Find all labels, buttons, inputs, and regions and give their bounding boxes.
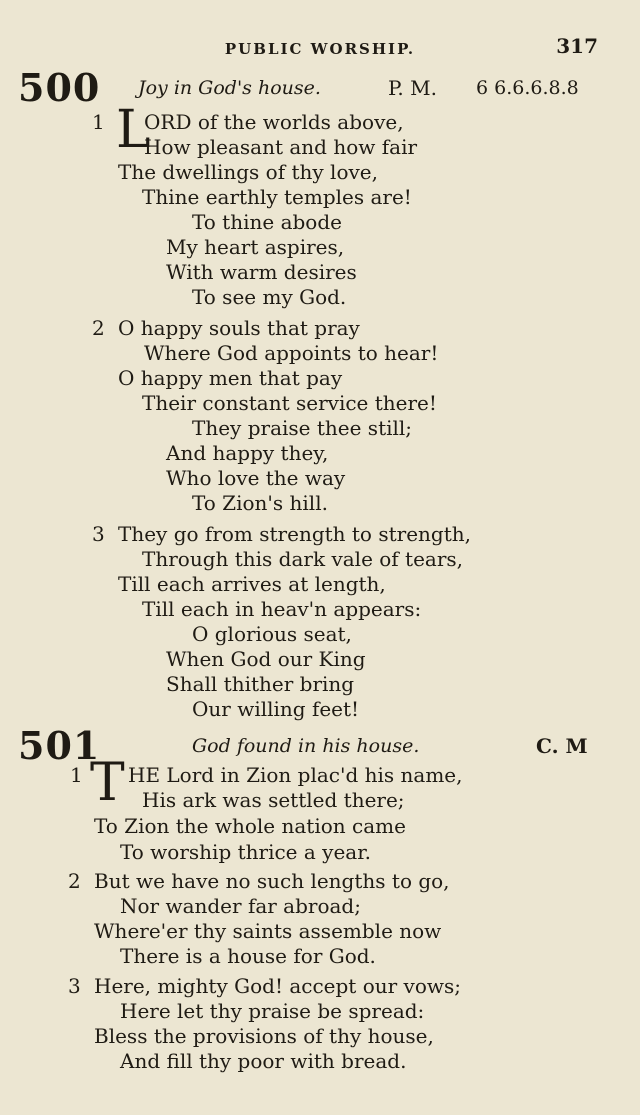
verse-line: Shall thither bring (166, 672, 355, 696)
verse-line: To worship thrice a year. (120, 840, 371, 864)
hymn-title: Joy in God's house. (138, 77, 321, 99)
verse-line: My heart aspires, (166, 235, 345, 259)
drop-cap: L (116, 100, 151, 160)
verse-line: With warm desires (166, 260, 357, 284)
stanza-number: 3 (68, 974, 81, 998)
stanza-number: 3 (92, 522, 105, 546)
verse-line: Who love the way (166, 466, 346, 490)
verse-line: Till each in heav'n appears: (142, 597, 422, 621)
verse-line: O happy men that pay (118, 366, 343, 390)
verse-line: Here, mighty God! accept our vows; (94, 974, 462, 998)
hymn-meter: 6 6.6.6.8.8 (476, 77, 579, 99)
verse-line: HE Lord in Zion plac'd his name, (128, 763, 463, 787)
verse-line: Thine earthly temples are! (142, 185, 412, 209)
stanza-number: 2 (68, 869, 81, 893)
verse-line: His ark was settled there; (142, 788, 405, 812)
verse-line: And happy they, (166, 441, 329, 465)
drop-cap: T (90, 753, 125, 813)
verse-line: The dwellings of thy love, (118, 160, 378, 184)
verse-line: But we have no such lengths to go, (94, 869, 450, 893)
verse-line: Through this dark vale of tears, (142, 547, 464, 571)
stanza-number: 1 (92, 110, 105, 134)
running-head: PUBLIC WORSHIP. (224, 40, 416, 58)
verse-line: O happy souls that pray (118, 316, 360, 340)
verse-line: There is a house for God. (120, 944, 376, 968)
hymn-number: 500 (18, 65, 101, 110)
hymn-500-header (0, 65, 640, 110)
hymn-title: God found in his house. (192, 735, 420, 757)
verse-line: To thine abode (192, 210, 342, 234)
verse-line: Nor wander far abroad; (120, 894, 361, 918)
verse-line: Our willing feet! (192, 697, 360, 721)
verse-line: To see my God. (192, 285, 347, 309)
hymn-number: 501 (18, 723, 101, 768)
hymn-meter: C. M (536, 734, 588, 758)
verse-line: Here let thy praise be spread: (120, 999, 425, 1023)
verse-line: When God our King (166, 647, 366, 671)
verse-line: O glorious seat, (192, 622, 352, 646)
stanza-number: 2 (92, 316, 105, 340)
verse-line: Where'er thy saints assemble now (94, 919, 442, 943)
verse-line: And fill thy poor with bread. (120, 1049, 407, 1073)
verse-line: Their constant service there! (142, 391, 437, 415)
stanza-number: 1 (70, 763, 83, 787)
hymn-meter-label: P. M. (388, 76, 437, 100)
verse-line: To Zion's hill. (192, 491, 328, 515)
verse-line: How pleasant and how fair (144, 135, 418, 159)
verse-line: ORD of the worlds above, (144, 110, 404, 134)
verse-line: Till each arrives at length, (118, 572, 386, 596)
verse-line: To Zion the whole nation came (94, 814, 406, 838)
verse-line: They praise thee still; (192, 416, 413, 440)
verse-line: Where God appoints to hear! (144, 341, 439, 365)
verse-line: Bless the provisions of thy house, (94, 1024, 434, 1048)
verse-line: They go from strength to strength, (118, 522, 471, 546)
page-number: 317 (556, 34, 598, 58)
